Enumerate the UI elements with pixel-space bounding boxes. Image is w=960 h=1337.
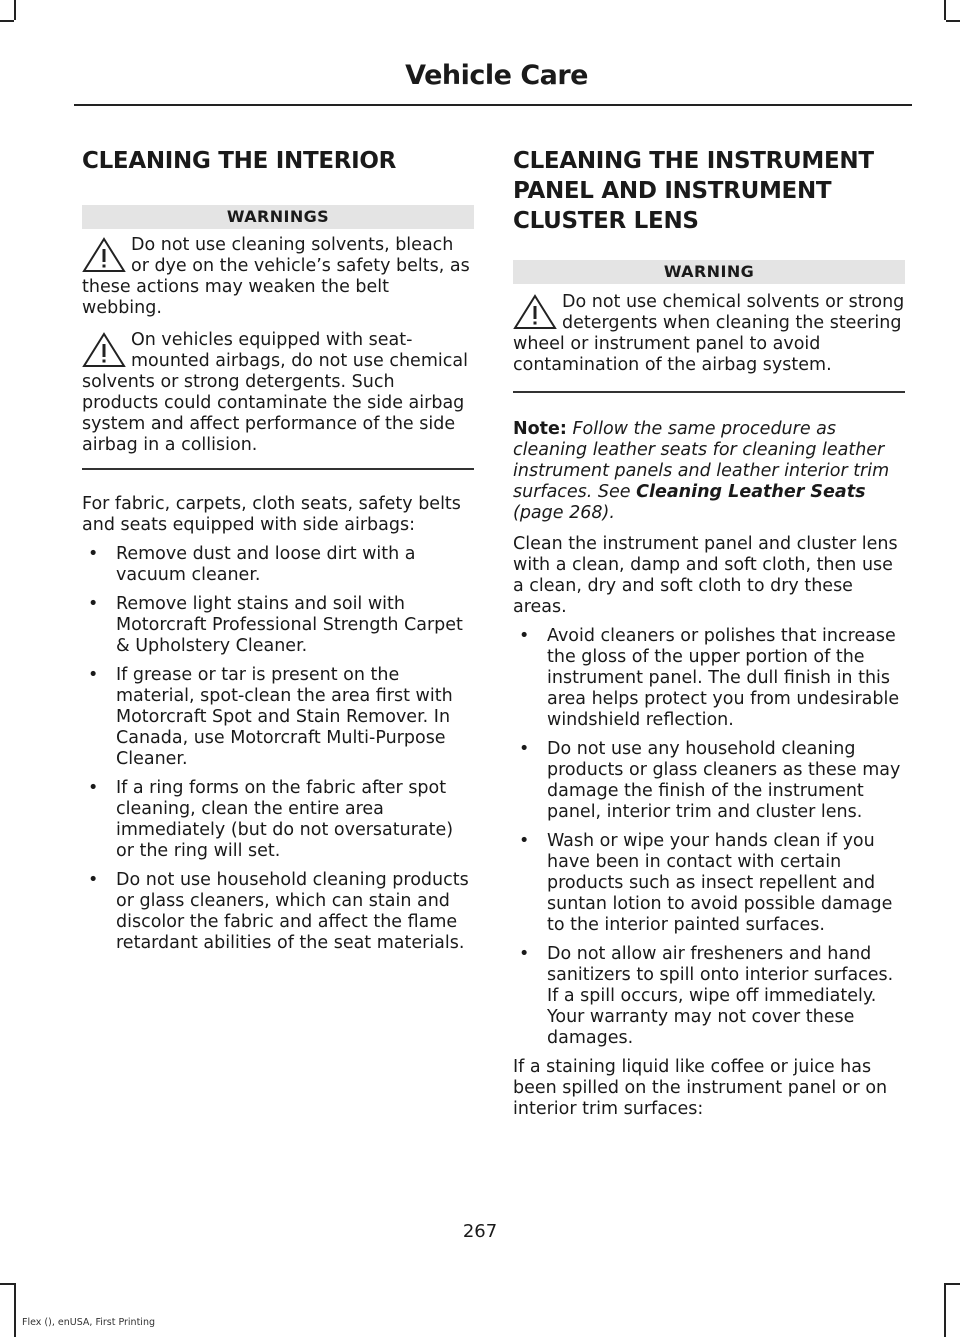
header-divider <box>74 104 912 106</box>
section-heading <box>513 146 905 236</box>
crop-mark <box>14 0 16 20</box>
body-paragraph: Clean the instrument panel and cluster lens with a clean, damp and soft cloth, then use a clean, dry and soft cloth to dry these areas. <box>513 533 898 617</box>
bullet-icon: • <box>519 830 530 851</box>
bullet-icon: • <box>88 664 99 685</box>
warning-text: On vehicles equipped with seat-mounted airbags, do not use chemical solvents or strong detergents. Such products could contaminate the side airbag system and affect performance of the side airbag in a collision. <box>82 330 468 455</box>
list-item-text: Avoid cleaners or polishes that increase the gloss of the upper portion of the instrument panel. The dull finish in this area helps protect you from undesirable windshield reflection. <box>547 625 900 730</box>
footer-edition: Flex (), enUSA, First Printing <box>22 1317 155 1328</box>
warning-triangle-icon <box>82 236 126 274</box>
page-number: 267 <box>462 1221 498 1242</box>
list-item <box>513 626 905 731</box>
warning-triangle-icon <box>513 293 557 331</box>
note-paragraph <box>513 419 905 524</box>
warnings-banner: WARNINGS <box>82 205 474 229</box>
warning-divider <box>82 468 474 470</box>
heading-line: PANEL AND INSTRUMENT <box>513 178 832 204</box>
bullet-list <box>513 626 905 1049</box>
warning-banner: WARNING <box>513 260 905 284</box>
list-item-text: Remove dust and loose dirt with a vacuum cleaner. <box>116 543 416 585</box>
crop-mark <box>14 1283 16 1337</box>
warning-item <box>82 330 474 456</box>
list-item-text: Wash or wipe your hands clean if you have been in contact with certain products such as insect repellent and suntan lotion to avoid possible damage to the interior painted surfaces. <box>547 830 893 935</box>
warning-triangle-icon <box>82 331 126 369</box>
list-item-text: Do not allow air fresheners and hand sanitizers to spill onto interior surfaces. If a spill occurs, wipe off immediately. Your warranty may not cover these damages. <box>547 943 894 1048</box>
crop-mark <box>946 1283 960 1285</box>
crop-mark <box>0 20 14 22</box>
section-heading: CLEANING THE INTERIOR <box>82 148 397 174</box>
list-item <box>513 831 905 936</box>
bullet-icon: • <box>88 593 99 614</box>
list-item <box>82 665 474 770</box>
list-item <box>513 739 905 823</box>
list-item <box>82 778 474 862</box>
warning-divider <box>513 391 905 393</box>
crop-mark <box>946 20 960 22</box>
crop-mark <box>0 1283 14 1285</box>
intro-paragraph: For fabric, carpets, cloth seats, safety belts and seats equipped with side airbags: <box>82 493 461 535</box>
crop-mark <box>944 1283 946 1337</box>
warning-text: Do not use chemical solvents or strong detergents when cleaning the steering wheel or instrument panel to avoid contamination of the airbag system. <box>513 292 905 375</box>
crop-mark <box>944 0 946 20</box>
body-paragraph: If a staining liquid like coffee or juice has been spilled on the instrument panel or on interior trim surfaces: <box>513 1056 888 1119</box>
warning-item <box>82 235 474 319</box>
bullet-icon: • <box>88 543 99 564</box>
list-item-text: If grease or tar is present on the material, spot-clean the area first with Motorcraft Spot and Stain Remover. In Canada, use Motorcraft Multi-Purpose Cleaner. <box>116 664 453 769</box>
list-item-text: Do not use household cleaning products or glass cleaners, which can stain and discolor the fabric and affect the flame retardant abilities of the seat materials. <box>116 869 469 953</box>
warnings-block <box>82 235 474 470</box>
note-page-ref: (page 268). <box>513 502 615 523</box>
heading-line: CLUSTER LENS <box>513 208 699 234</box>
list-item-text: If a ring forms on the fabric after spot cleaning, clean the entire area immediately (but do not oversaturate) or the ring will set. <box>116 777 454 861</box>
right-column <box>513 140 905 1120</box>
note-text: Follow the same procedure as cleaning leather seats for cleaning leather instrument panels and leather interior trim surfaces. See <box>513 418 890 502</box>
warning-block <box>513 292 905 393</box>
warning-text: Do not use cleaning solvents, bleach or dye on the vehicle’s safety belts, as these actions may weaken the belt webbing. <box>82 235 470 318</box>
list-item <box>513 944 905 1049</box>
list-item-text: Remove light stains and soil with Motorcraft Professional Strength Carpet & Upholstery Cleaner. <box>116 593 463 656</box>
warning-item <box>513 292 905 376</box>
bullet-icon: • <box>519 943 530 964</box>
list-item <box>82 594 474 657</box>
list-item <box>82 544 474 586</box>
page-header-title: Vehicle Care <box>405 60 588 91</box>
note-label: Note: <box>513 418 567 439</box>
list-item-text: Do not use any household cleaning products or glass cleaners as these may damage the finish of the instrument panel, interior trim and cluster lens. <box>547 738 901 822</box>
bullet-list <box>82 544 474 954</box>
bullet-icon: • <box>88 869 99 890</box>
bullet-icon: • <box>519 738 530 759</box>
heading-line: CLEANING THE INSTRUMENT <box>513 148 874 174</box>
left-column <box>82 140 474 954</box>
bullet-icon: • <box>519 625 530 646</box>
cross-reference-link[interactable]: Cleaning Leather Seats <box>636 481 866 502</box>
bullet-icon: • <box>88 777 99 798</box>
list-item <box>82 870 474 954</box>
